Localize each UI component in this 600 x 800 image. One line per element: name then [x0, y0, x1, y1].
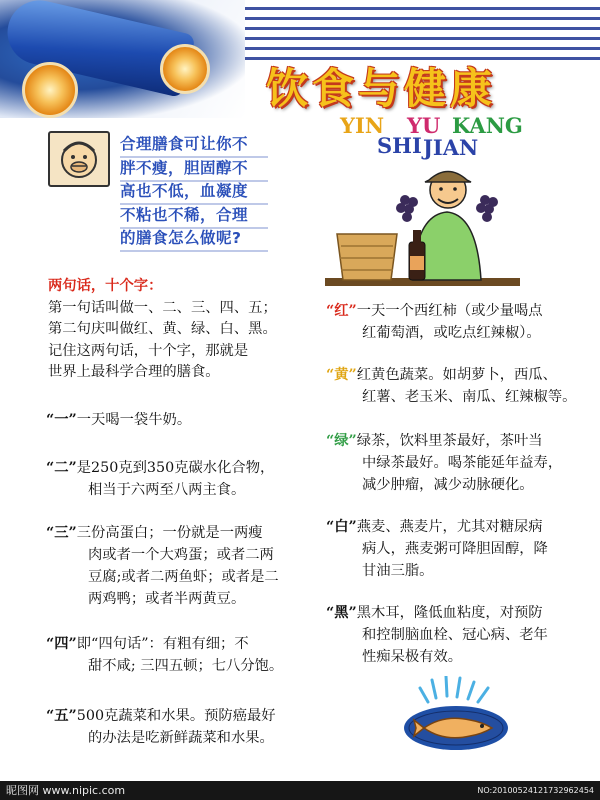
- color-mark: “黄”: [326, 367, 357, 383]
- rule-item-five: [46, 705, 306, 749]
- color-text: 燕麦、燕麦片，尤其对糖尿病: [356, 519, 543, 535]
- underline-divider: [120, 250, 268, 252]
- intro-line: 合理膳食可让你不: [120, 135, 249, 153]
- pinyin-word: KANG: [452, 113, 523, 138]
- color-item-white: [326, 516, 591, 582]
- color-item-red: [326, 300, 586, 344]
- face-holding-nose-icon: [48, 131, 110, 187]
- rule-text: 相当于六两至八两主食。: [88, 482, 246, 498]
- underline-divider: [120, 180, 268, 182]
- color-mark: “白”: [326, 519, 357, 535]
- rule-item-two: [46, 457, 296, 501]
- color-text: 黑木耳，隆低血粘度，对预防: [356, 605, 543, 621]
- rule-text: 豆腐;或者二两鱼虾；或者是二: [88, 569, 279, 585]
- orange-slice-icon: [22, 62, 78, 118]
- left-intro: [48, 276, 298, 384]
- underline-divider: [120, 203, 268, 205]
- footer-id: NO:20100524121732962454: [477, 786, 594, 795]
- intro-line: 高也不低，血凝度: [120, 182, 249, 200]
- color-mark: “黑”: [326, 605, 357, 621]
- man-with-grapes-illustration: [325, 160, 520, 290]
- color-text: 性痴呆极有效。: [362, 649, 463, 665]
- fish-icon: [400, 676, 512, 756]
- color-item-green: [326, 430, 591, 496]
- rule-item-one: [46, 409, 296, 431]
- intro-line: 胖不瘦，胆固醇不: [120, 158, 249, 177]
- color-text: 红薯、老玉米、南瓜、红辣椒等。: [362, 389, 577, 405]
- color-mark: “绿”: [326, 433, 357, 449]
- rule-text: 两鸡鸭；或者半两黄豆。: [88, 591, 246, 607]
- section-heading: 两句话，十个字：: [48, 278, 163, 294]
- underline-divider: [120, 227, 268, 229]
- paragraph-line: 记住这两句话，十个字，那就是: [48, 342, 249, 359]
- rule-text: 500克蔬菜和水果。预防癌最好: [76, 708, 276, 724]
- rule-item-four: [46, 633, 296, 677]
- paragraph-line: 第一句话叫做一、二、三、四、五；: [48, 299, 277, 316]
- pinyin-word: SHI: [377, 133, 422, 158]
- color-text: 甘油三脂。: [362, 563, 434, 579]
- rule-text: 肉或者一个大鸡蛋；或者二两: [88, 547, 274, 563]
- rule-text: 三份高蛋白；一份就是一两瘦: [76, 525, 263, 541]
- color-text: 和控制脑血栓、冠心病、老年: [362, 627, 548, 643]
- pinyin-word: YIN: [340, 113, 385, 138]
- color-text: 病人，燕麦粥可降胆固醇，降: [362, 541, 548, 557]
- rule-mark: “四”: [46, 636, 77, 652]
- footer-bar: [0, 781, 600, 800]
- color-text: 一天一个西红柿（或少量喝点: [356, 303, 543, 319]
- orange-slice-icon: [160, 44, 210, 94]
- rule-mark: “一”: [46, 412, 77, 428]
- color-text: 绿茶，饮料里茶最好，茶叶当: [356, 433, 543, 449]
- rule-text: 甜不咸; 三四五顿；七八分饱。: [88, 658, 284, 674]
- rule-mark: “三”: [46, 525, 77, 541]
- color-mark: “红”: [326, 303, 357, 319]
- color-item-yellow: [326, 364, 591, 408]
- rule-mark: “五”: [46, 708, 77, 724]
- rule-item-three: [46, 522, 296, 610]
- color-text: 红黄色蔬菜。如胡萝卜，西瓜、: [356, 367, 557, 383]
- intro-line: 不粘也不稀，合理: [120, 205, 249, 224]
- page-title: 饮食与健康: [266, 64, 497, 113]
- color-text: 中绿茶最好。喝茶能延年益寿，: [362, 455, 563, 471]
- rule-text: 的办法是吃新鲜蔬菜和水果。: [88, 730, 274, 746]
- wine-bottle-oranges-photo: [0, 0, 245, 118]
- underline-divider: [120, 156, 268, 158]
- pinyin-word: JIAN: [423, 135, 479, 160]
- intro-text: [120, 133, 290, 251]
- footer-watermark: 昵图网 www.nipic.com: [6, 784, 126, 797]
- color-text: 减少肿瘤，减少动脉硬化。: [362, 477, 534, 493]
- pinyin-word: YU: [407, 113, 441, 138]
- color-item-black: [326, 602, 591, 668]
- rule-text: 即“四句话”：有粗有细；不: [76, 636, 249, 652]
- rule-text: 一天喝一袋牛奶。: [76, 412, 192, 428]
- rule-mark: “二”: [46, 460, 77, 476]
- rule-text: 是250克到350克碳水化合物，: [76, 460, 275, 476]
- intro-line: 的膳食怎么做呢?: [120, 229, 242, 247]
- paragraph-line: 世界上最科学合理的膳食。: [48, 364, 220, 380]
- color-text: 红葡萄酒，或吃点红辣椒）。: [362, 325, 541, 341]
- paragraph-line: 第二句庆叫做红、黄、绿、白、黑。: [48, 321, 277, 337]
